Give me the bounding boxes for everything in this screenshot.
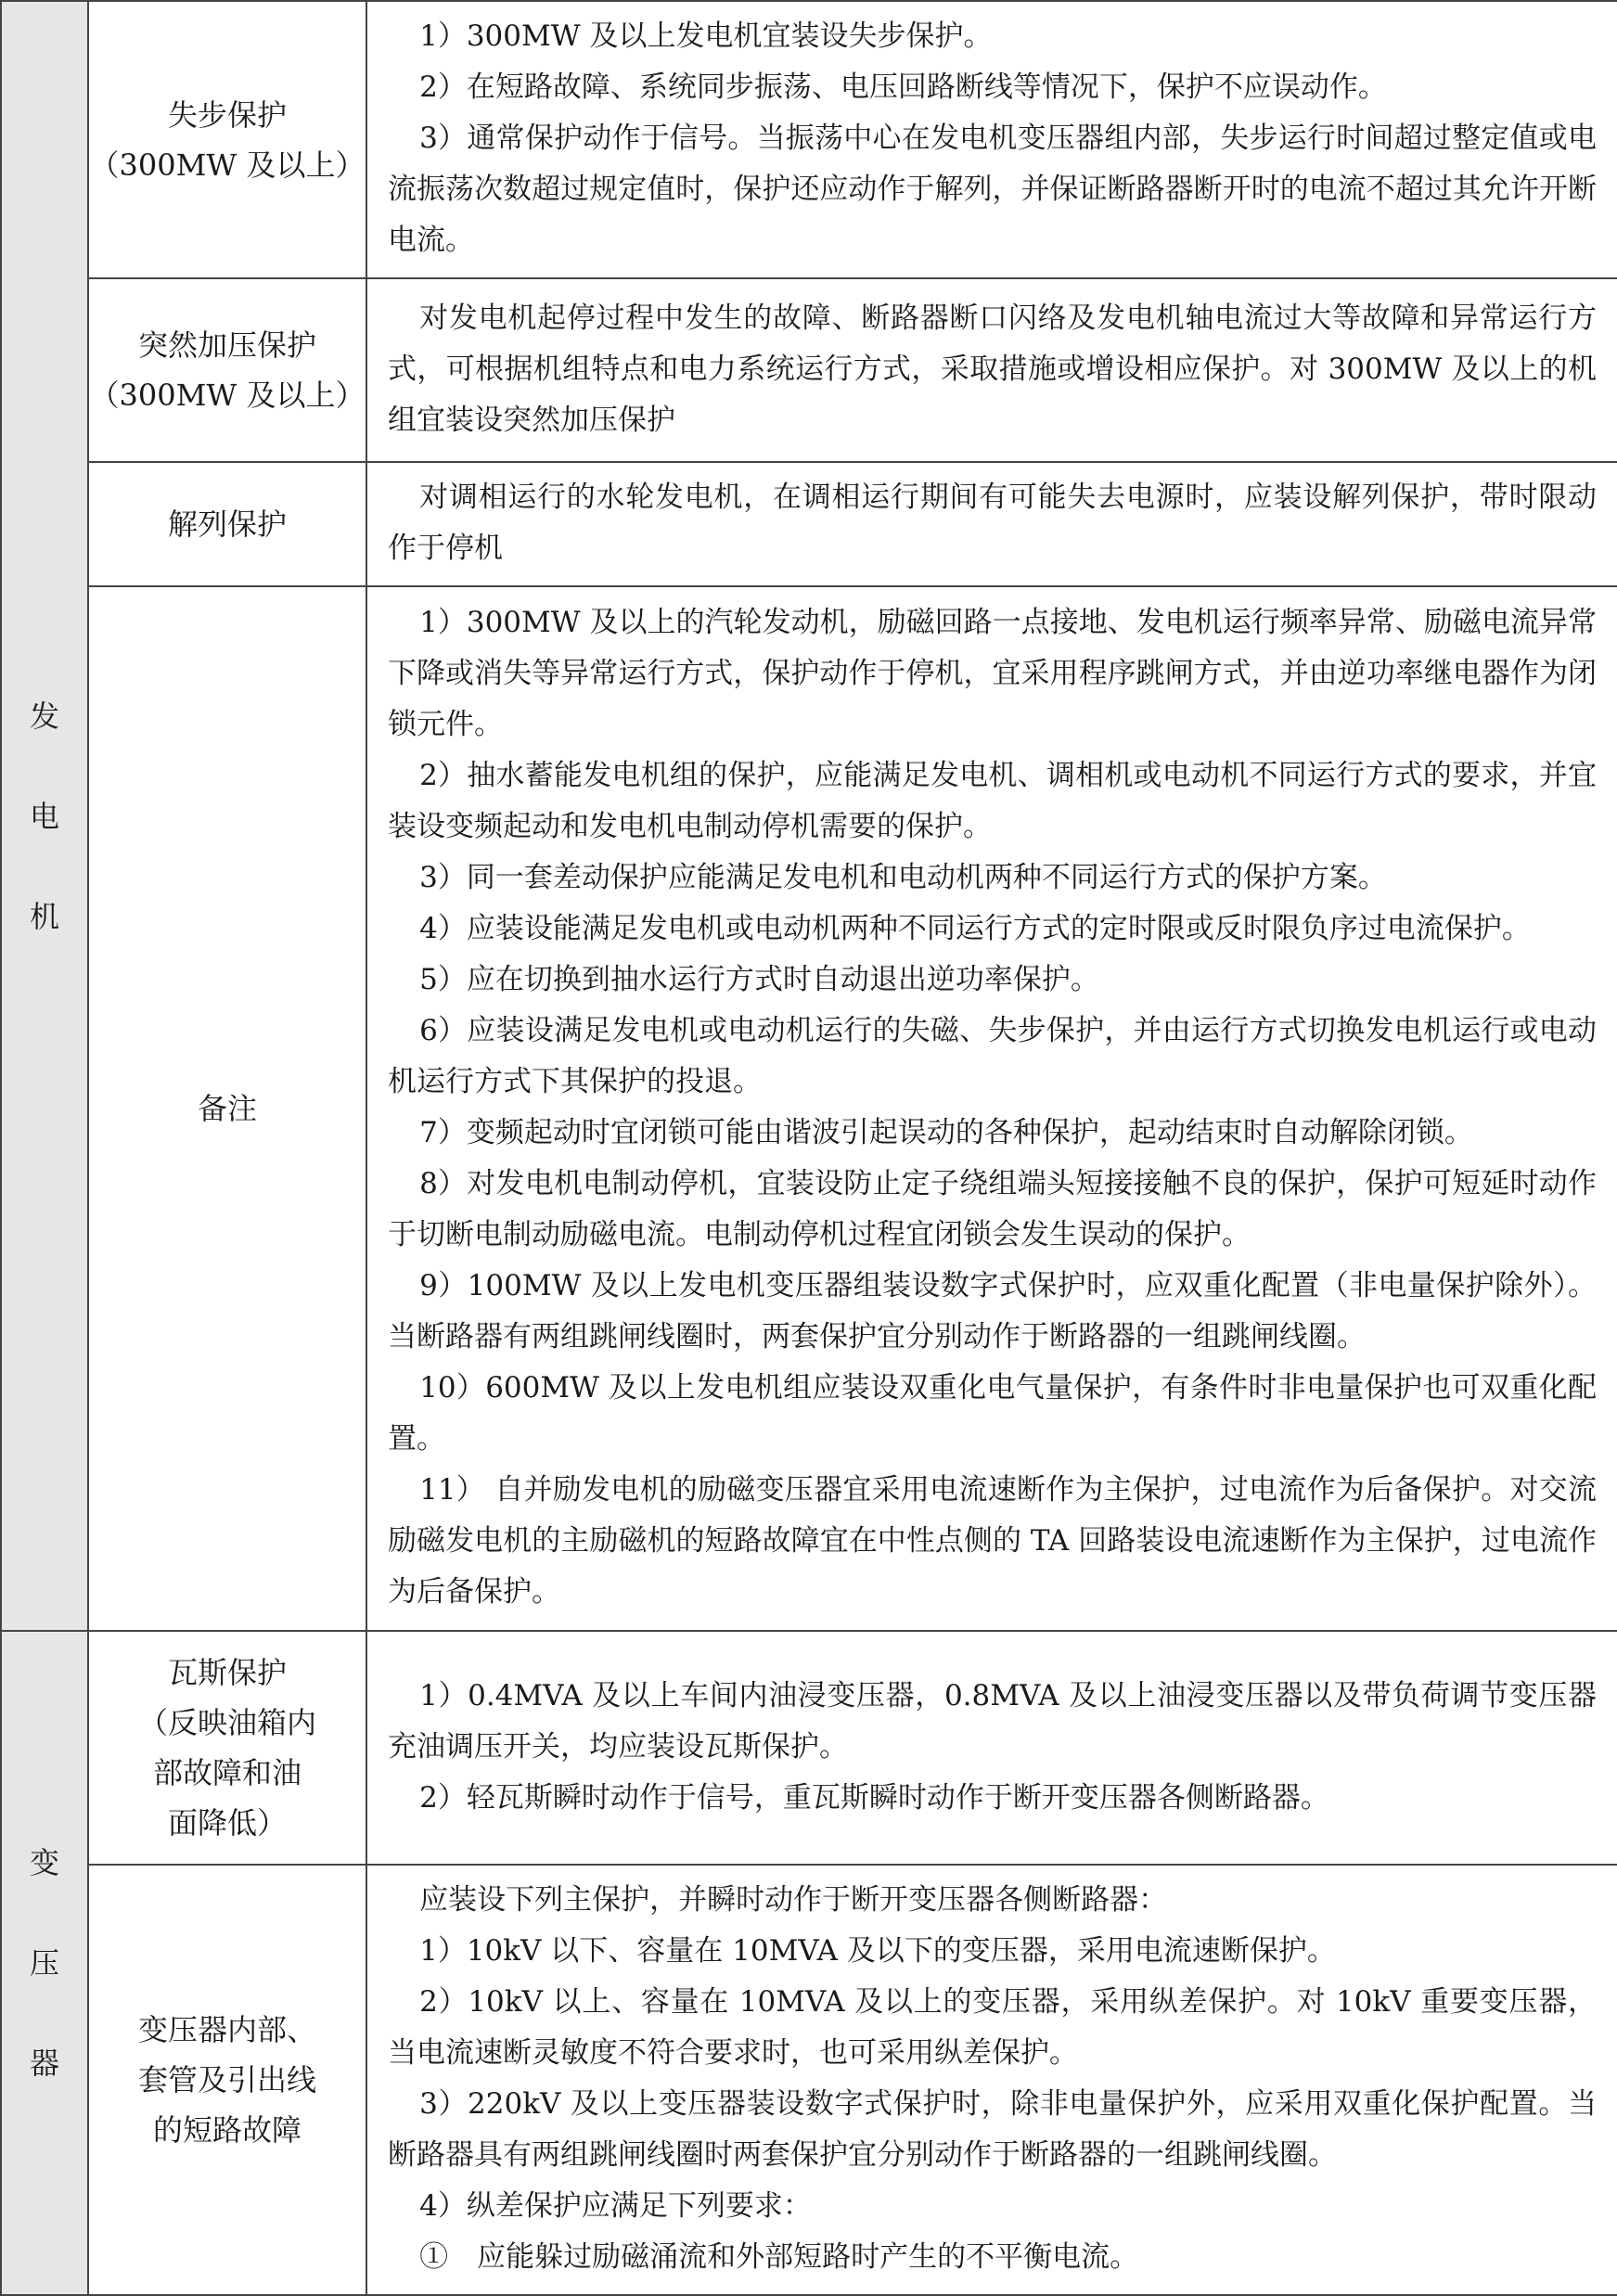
description-paragraph: 1）300MW 及以上发电机宜装设失步保护。	[419, 19, 993, 53]
table-row	[1, 1631, 1617, 1865]
protection-name-cell	[88, 1, 366, 278]
description-paragraph: 2）轻瓦斯瞬时动作于信号，重瓦斯瞬时动作于断开变压器各侧断路器。	[419, 1780, 1329, 1815]
category-char: 电	[29, 798, 59, 834]
protection-description-cell	[366, 586, 1617, 1631]
description-paragraph: 应装设下列主保护，并瞬时动作于断开变压器各侧断路器：	[419, 1883, 1168, 1917]
category-cell-transformer	[1, 1631, 88, 2295]
table-row	[1, 1, 1617, 278]
protection-description-cell	[366, 462, 1617, 586]
description-paragraph: 4）应装设能满足发电机或电动机两种不同运行方式的定时限或反时限负序过电流保护。	[419, 912, 1531, 945]
protection-description-cell	[366, 278, 1617, 462]
table-row	[1, 1865, 1617, 2295]
category-char: 发	[29, 698, 59, 734]
description-paragraph: 2）抽水蓄能发电机组的保护，应能满足发电机、调相机或电动机不同运行方式的要求，并宜装设变频起动和发电机电制动停机需要的保护。	[388, 759, 1597, 843]
category-char: 压	[29, 1945, 59, 1981]
protection-name: （300MW 及以上）	[89, 147, 366, 183]
description-paragraph: 1）300MW 及以上的汽轮发动机，励磁回路一点接地、发电机运行频率异常、励磁电流异常下降或消失等异常运行方式，保护动作于停机，宜采用程序跳闸方式，并由逆功率继电器作为闭锁元件。	[388, 606, 1597, 741]
description-paragraph: 11） 自并励发电机的励磁变压器宜采用电流速断作为主保护，过电流作为后备保护。对交流励磁发电机的主励磁机的短路故障宜在中性点侧的 TA 回路装设电流速断作为主保护，过电流作为后备保护。	[388, 1473, 1597, 1609]
protection-name: 备注	[197, 1091, 257, 1126]
protection-name: （反映油箱内	[137, 1705, 316, 1740]
description-paragraph: 9）100MW 及以上发电机变压器组装设数字式保护时，应双重化配置（非电量保护除外）。当断路器有两组跳闸线圈时，两套保护宜分别动作于断路器的一组跳闸线圈。	[388, 1269, 1597, 1353]
protection-name: 的短路故障	[152, 2112, 302, 2148]
protection-name-cell	[88, 462, 366, 586]
protection-name-cell	[88, 1865, 366, 2295]
protection-name: 部故障和油	[152, 1755, 302, 1790]
category-char: 机	[29, 898, 59, 934]
protection-name: 面降低）	[167, 1805, 287, 1841]
description-paragraph: 3）220kV 及以上变压器装设数字式保护时，除非电量保护外，应采用双重化保护配置。当断路器具有两组跳闸线圈时两套保护宜分别动作于断路器的一组跳闸线圈。	[388, 2087, 1597, 2172]
description-paragraph: 3）通常保护动作于信号。当振荡中心在发电机变压器组内部，失步运行时间超过整定值或电流振荡次数超过规定值时，保护还应动作于解列，并保证断路器断开时的电流不超过其允许开断电流。	[388, 122, 1597, 257]
protection-name: 解列保护	[167, 507, 287, 542]
description-paragraph: 2）在短路故障、系统同步振荡、电压回路断线等情况下，保护不应误动作。	[419, 71, 1387, 104]
description-paragraph: 2）10kV 以上、容量在 10MVA 及以上的变压器，采用纵差保护。对 10kV 重要变压器，当电流速断灵敏度不符合要求时，也可采用纵差保护。	[388, 1985, 1597, 2070]
description-paragraph: 3）同一套差动保护应能满足发电机和电动机两种不同运行方式的保护方案。	[419, 861, 1387, 894]
description-paragraph: 1）0.4MVA 及以上车间内油浸变压器，0.8MVA 及以上油浸变压器以及带负荷调节变压器充油调压开关，均应装设瓦斯保护。	[388, 1678, 1597, 1764]
protection-description-cell	[366, 1, 1617, 278]
protection-name: 突然加压保护	[137, 327, 316, 363]
table-row	[1, 586, 1617, 1631]
description-paragraph: 8）对发电机电制动停机，宜装设防止定子绕组端头短接接触不良的保护，保护可短延时动作于切断电制动励磁电流。电制动停机过程宜闭锁会发生误动的保护。	[388, 1167, 1597, 1251]
table-row	[1, 462, 1617, 586]
category-cell-generator	[1, 1, 88, 1631]
protection-name: 失步保护	[167, 96, 287, 133]
description-paragraph: 10）600MW 及以上发电机组应装设双重化电气量保护，有条件时非电量保护也可双重化配置。	[388, 1371, 1597, 1456]
description-paragraph: 对调相运行的水轮发电机，在调相运行期间有可能失去电源时，应装设解列保护，带时限动作于停机	[388, 481, 1597, 565]
protection-name-cell	[88, 1631, 366, 1865]
description-paragraph: 4）纵差保护应满足下列要求：	[419, 2189, 812, 2223]
protection-name-cell	[88, 586, 366, 1631]
protection-description-cell	[366, 1865, 1617, 2295]
description-paragraph: 6）应装设满足发电机或电动机运行的失磁、失步保护，并由运行方式切换发电机运行或电动机运行方式下其保护的投退。	[388, 1014, 1597, 1098]
description-paragraph: 对发电机起停过程中发生的故障、断路器断口闪络及发电机轴电流过大等故障和异常运行方式，可根据机组特点和电力系统运行方式，采取措施或增设相应保护。对 300MW 及以上的机组宜装设突然加压保护	[388, 301, 1597, 437]
category-char: 变	[29, 1845, 59, 1880]
protection-name: 变压器内部、	[137, 2012, 316, 2047]
description-paragraph: ① 应能躲过励磁涌流和外部短路时产生的不平衡电流。	[419, 2240, 1139, 2274]
protection-description-cell	[366, 1631, 1617, 1865]
protection-name: 瓦斯保护	[167, 1655, 287, 1690]
description-paragraph: 5）应在切换到抽水运行方式时自动退出逆功率保护。	[419, 963, 1099, 996]
protection-name: 套管及引出线	[137, 2062, 316, 2097]
protection-name-cell	[88, 278, 366, 462]
description-paragraph: 7）变频起动时宜闭锁可能由谐波引起误动的各种保护，起动结束时自动解除闭锁。	[419, 1116, 1473, 1149]
description-paragraph: 1）10kV 以下、容量在 10MVA 及以下的变压器，采用电流速断保护。	[419, 1934, 1336, 1968]
table-row	[1, 278, 1617, 462]
category-char: 器	[29, 2046, 59, 2081]
protection-name: （300MW 及以上）	[89, 378, 366, 413]
